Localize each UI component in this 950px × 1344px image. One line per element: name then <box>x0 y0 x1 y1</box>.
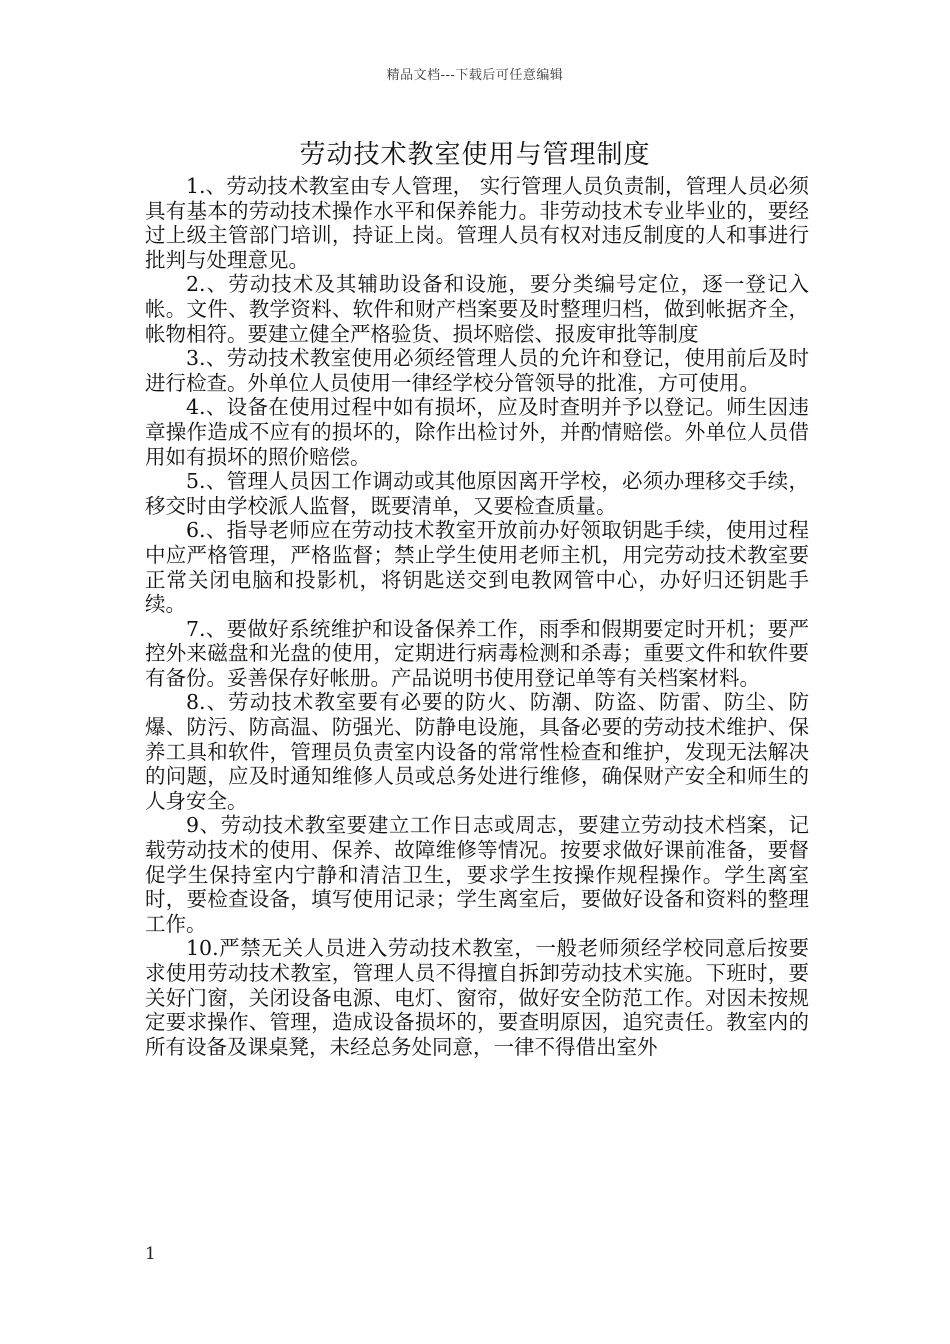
document-title: 劳动技术教室使用与管理制度 <box>299 140 651 170</box>
paragraph-5: 5.、管理人员因工作调动或其他原因离开学校，必须办理移交手续，移交时由学校派人监督，既要清单，又要检查质量。 <box>145 469 809 518</box>
paragraph-8: 8.、劳动技术教室要有必要的防火、防潮、防盗、防雷、防尘、防爆、防污、防高温、防强光、防静电设施，具备必要的劳动技术维护、保养工具和软件，管理员负责室内设备的常常性检查和维护，发现无法解决的问题，应及时通知维修人员或总务处进行维修，确保财产安全和师生的人身安全。 <box>145 690 809 813</box>
paragraph-4: 4.、设备在使用过程中如有损坏，应及时查明并予以登记。师生因违章操作造成不应有的损坏的，除作出检讨外，并酌情赔偿。外单位人员借用如有损坏的照价赔偿。 <box>145 395 809 469</box>
paragraph-6: 6.、指导老师应在劳动技术教室开放前办好领取钥匙手续，使用过程中应严格管理，严格监督；禁止学生使用老师主机，用完劳动技术教室要正常关闭电脑和投影机，将钥匙送交到电教网管中心，办好归还钥匙手续。 <box>145 518 809 617</box>
paragraph-2: 2.、劳动技术及其辅助设备和设施，要分类编号定位，逐一登记入帐。文件、教学资料、软件和财产档案要及时整理归档，做到帐据齐全，帐物相符。要建立健全严格验货、损坏赔偿、报废审批等制度 <box>145 272 809 346</box>
page-header: 精品文档---下载后可任意编辑 <box>386 68 564 83</box>
paragraph-10: 10.严禁无关人员进入劳动技术教室，一般老师须经学校同意后按要求使用劳动技术教室，管理人员不得擅自拆卸劳动技术实施。下班时，要关好门窗，关闭设备电源、电灯、窗帘，做好安全防范工作。对因未按规定要求操作、管理，造成设备损坏的，要查明原因，追究责任。教室内的所有设备及课桌凳，未经总务处同意，一律不得借出室外 <box>145 936 809 1059</box>
paragraph-3: 3.、劳动技术教室使用必须经管理人员的允许和登记，使用前后及时进行检查。外单位人员使用一律经学校分管领导的批准，方可使用。 <box>145 346 809 395</box>
paragraph-7: 7.、要做好系统维护和设备保养工作，雨季和假期要定时开机；要严控外来磁盘和光盘的使用，定期进行病毒检测和杀毒；重要文件和软件要有备份。妥善保存好帐册。产品说明书使用登记单等有关档案材料。 <box>145 616 809 690</box>
paragraph-1: 1.、劳动技术教室由专人管理， 实行管理人员负责制，管理人员必须具有基本的劳动技术操作水平和保养能力。非劳动技术专业毕业的，要经过上级主管部门培训，持证上岗。管理人员有权对违反制度的人和事进行批判与处理意见。 <box>145 174 809 272</box>
page-number: 1 <box>145 1244 156 1264</box>
paragraph-9: 9、劳动技术教室要建立工作日志或周志，要建立劳动技术档案，记载劳动技术的使用、保养、故障维修等情况。按要求做好课前准备，要督促学生保持室内宁静和清洁卫生，要求学生按操作规程操作。学生离室时，要检查设备，填写使用记录；学生离室后，要做好设备和资料的整理工作。 <box>145 813 809 936</box>
document-body <box>145 174 809 1059</box>
